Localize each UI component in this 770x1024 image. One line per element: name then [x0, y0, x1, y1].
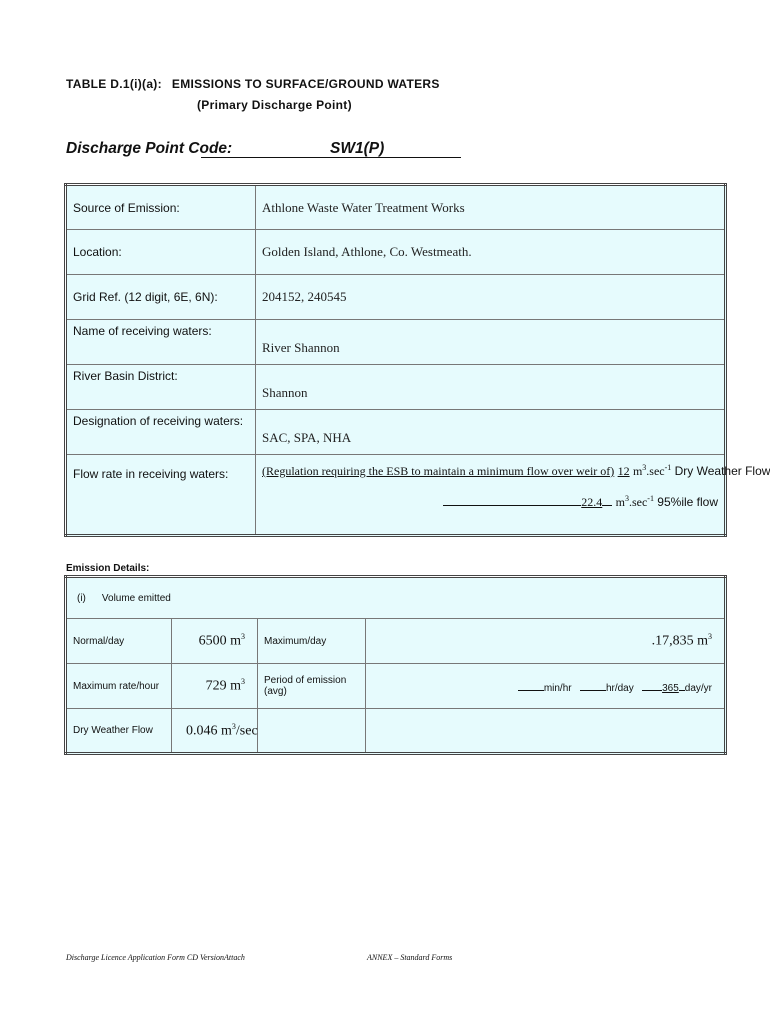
- max-rate-hour-cell: [172, 664, 258, 709]
- table-row: [66, 275, 726, 320]
- row-label: Source of Emission:: [66, 185, 256, 230]
- table-subtitle: (Primary Discharge Point): [197, 98, 352, 112]
- row-label: River Basin District:: [66, 365, 256, 410]
- blank-line: [518, 678, 544, 691]
- emission-details-table: [64, 575, 727, 755]
- flow-rate-cell: [256, 455, 770, 536]
- percentile-flow-label: 95%ile flow: [657, 495, 718, 509]
- normal-day-value: 6500 m: [198, 633, 241, 649]
- dry-weather-flow-label: Dry Weather Flow: [674, 464, 770, 478]
- unit-sec-sup: -1: [664, 463, 672, 472]
- table-row: [66, 410, 726, 455]
- empty-cell: [366, 709, 726, 754]
- period-label: Period of emission (avg): [258, 664, 366, 709]
- row-value: SAC, SPA, NHA: [256, 410, 726, 455]
- max-rate-hour-label: Maximum rate/hour: [66, 664, 172, 709]
- table-row: [66, 709, 726, 754]
- blank-line: [602, 493, 612, 506]
- period-hr-day: hr/day: [605, 683, 634, 694]
- regulation-text: (Regulation requiring the ESB to maintain a minimum flow over weir of): [262, 464, 615, 478]
- dwf-unit: /sec: [235, 723, 258, 739]
- section-label: Volume emitted: [101, 592, 171, 604]
- row-label: Designation of receiving waters:: [66, 410, 256, 455]
- table-row: [66, 230, 726, 275]
- maximum-day-label: Maximum/day: [258, 619, 366, 664]
- table-title-text: EMISSIONS TO SURFACE/GROUND WATERS: [171, 77, 440, 91]
- table-row: [66, 664, 726, 709]
- table-title: [66, 77, 440, 91]
- dry-weather-flow-value: 12: [617, 464, 630, 478]
- dry-weather-flow-line: [262, 463, 770, 479]
- unit-m-sup: 3: [642, 463, 647, 472]
- emission-table: [64, 183, 770, 537]
- table-row: [66, 455, 726, 536]
- table-row: [66, 619, 726, 664]
- dwf-cell: [172, 709, 258, 754]
- period-cell: [366, 664, 726, 709]
- table-row: [66, 320, 726, 365]
- period-min-hr: min/hr: [543, 683, 572, 694]
- max-rate-hour-sup: 3: [241, 677, 245, 687]
- row-value: River Shannon: [256, 320, 726, 365]
- emission-details-title: Emission Details:: [66, 563, 150, 574]
- unit-sec-sup: -1: [647, 494, 654, 503]
- table-id: TABLE D.1(i)(a):: [66, 77, 162, 91]
- unit-m: m: [632, 464, 643, 478]
- period-days: 365: [662, 683, 679, 694]
- volume-emitted-heading: [66, 577, 726, 619]
- maximum-day-sup: 3: [708, 632, 713, 642]
- dwf-value: 0.046 m: [186, 723, 232, 739]
- blank-line: [642, 678, 662, 691]
- unit-m: m: [615, 495, 625, 509]
- period-day-yr: day/yr: [684, 683, 713, 694]
- table-row: [66, 577, 726, 619]
- row-value: Golden Island, Athlone, Co. Westmeath.: [256, 230, 726, 275]
- table-row: [66, 365, 726, 410]
- dwf-label: Dry Weather Flow: [66, 709, 172, 754]
- max-rate-hour-value: 729 m: [205, 678, 241, 694]
- row-label: Flow rate in receiving waters:: [66, 455, 256, 536]
- row-value: 204152, 240545: [256, 275, 726, 320]
- row-label: Location:: [66, 230, 256, 275]
- section-number: (i): [77, 592, 86, 604]
- dwf-sup: 3: [231, 721, 236, 731]
- discharge-point-label: Discharge Point Code:: [66, 140, 233, 157]
- maximum-day-cell: [366, 619, 726, 664]
- percentile-flow-line: [262, 493, 718, 510]
- row-label: Grid Ref. (12 digit, 6E, 6N):: [66, 275, 256, 320]
- percentile-flow-value: 22.4: [581, 495, 603, 509]
- maximum-day-value: .17,835 m: [651, 633, 709, 649]
- discharge-point-code: SW1(P): [330, 140, 385, 157]
- unit-sec: .sec: [628, 495, 648, 509]
- unit-m-sup: 3: [624, 494, 629, 503]
- empty-cell: [258, 709, 366, 754]
- table-row: [66, 185, 726, 230]
- blank-line: [580, 678, 606, 691]
- normal-day-label: Normal/day: [66, 619, 172, 664]
- row-value: Shannon: [256, 365, 726, 410]
- row-label: Name of receiving waters:: [66, 320, 256, 365]
- row-value: Athlone Waste Water Treatment Works: [256, 185, 726, 230]
- footer-annex: ANNEX – Standard Forms: [367, 953, 453, 962]
- normal-day-sup: 3: [241, 632, 245, 642]
- unit-sec: .sec: [646, 464, 665, 478]
- footer-form-name: Discharge Licence Application Form CD VersionAttach: [66, 953, 245, 962]
- blank-line: [443, 493, 581, 506]
- normal-day-cell: [172, 619, 258, 664]
